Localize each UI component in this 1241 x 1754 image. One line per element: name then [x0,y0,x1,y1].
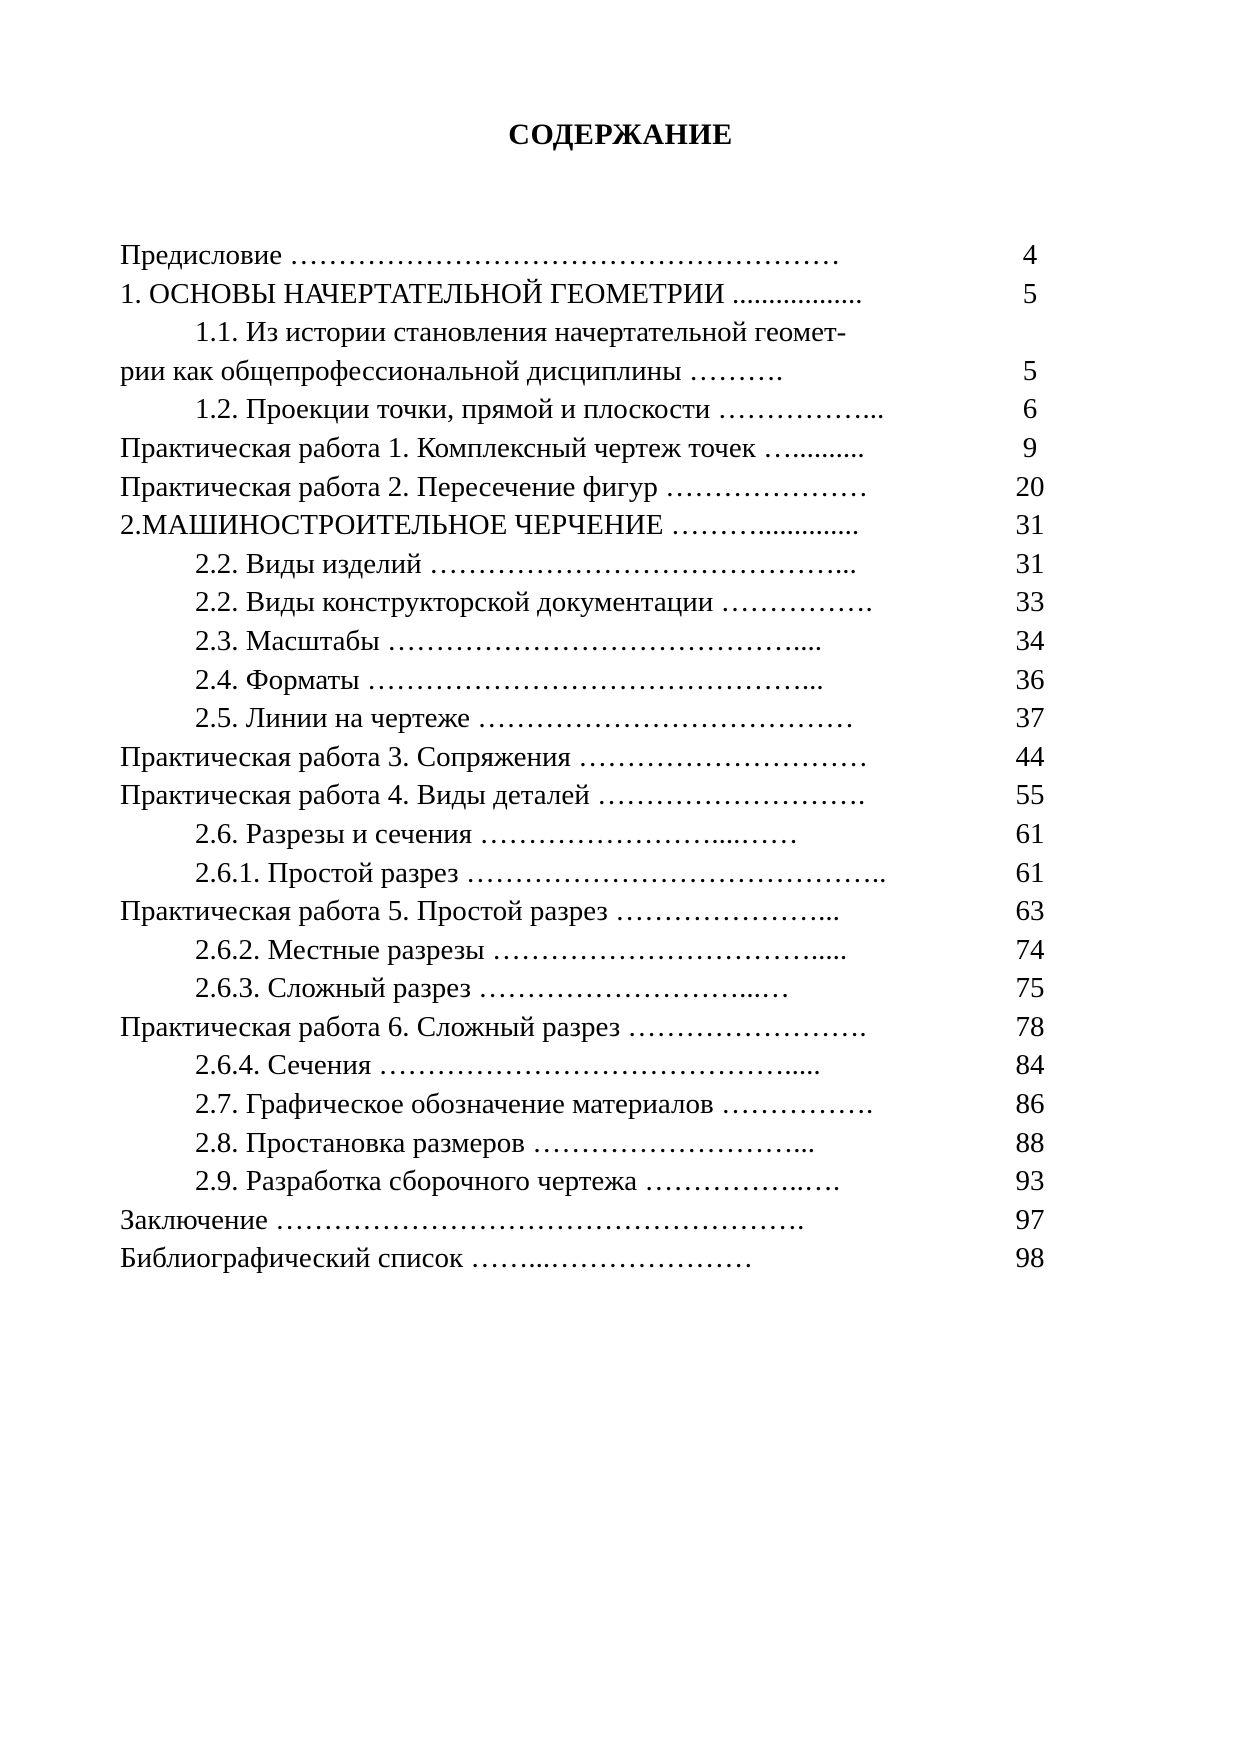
toc-entry-text: 2.2. Виды изделий ……………………………………... [195,547,857,580]
toc-entry-page: 86 [1015,1088,1045,1121]
toc-entry-text: 2.6. Разрезы и сечения ……………………....…… [195,817,799,850]
toc-entry-page: 20 [1015,470,1045,503]
toc-entry [120,622,1060,661]
toc-entry [120,1124,1060,1163]
toc-entry-text: 2.5. Линии на чертеже ………………………………… [195,702,855,735]
toc-entry-text: 1.2. Проекции точки, прямой и плоскости ……………... [195,393,885,426]
toc-entry [120,1201,1060,1240]
toc-entry [120,1162,1060,1201]
toc-entry-text: Практическая работа 2. Пересечение фигур ………………… [120,470,869,503]
table-of-contents [120,236,1060,1278]
toc-entry-text: Практическая работа 5. Простой разрез …………………... [120,895,840,928]
toc-entry-page: 36 [1015,663,1045,696]
toc-entry-text: Практическая работа 1. Комплексный чертеж точек ….......... [120,431,865,464]
toc-entry-page: 93 [1015,1165,1045,1198]
toc-entry [120,583,1060,622]
toc-entry-page: 31 [1015,547,1045,580]
toc-entry-text: 2.МАШИНОСТРОИТЕЛЬНОЕ ЧЕРЧЕНИЕ ……….............. [120,509,860,542]
toc-entry-text: рии как общепрофессиональной дисциплины ………. [120,354,784,387]
toc-entry-page: 33 [1015,586,1045,619]
toc-entry-page: 6 [1022,393,1038,426]
toc-entry [120,1239,1060,1278]
page-title: СОДЕРЖАНИЕ [508,118,733,151]
toc-entry [120,506,1060,545]
toc-entry [120,545,1060,584]
toc-entry [120,815,1060,854]
toc-entry-page: 88 [1015,1126,1045,1159]
toc-entry-text: Предисловие ………………………………………………… [120,239,841,271]
toc-entry-page: 37 [1015,702,1045,735]
toc-entry-page: 97 [1015,1203,1045,1236]
toc-entry [120,313,1060,352]
toc-entry [120,931,1060,970]
toc-entry [120,854,1060,893]
toc-entry-text: Заключение ………………………………………………. [120,1203,805,1236]
toc-entry-text: Практическая работа 4. Виды деталей ………………………. [120,779,866,812]
toc-entry-page: 55 [1015,779,1045,812]
toc-entry [120,892,1060,931]
toc-entry-text: 1.1. Из истории становления начертательной геомет- [195,316,847,349]
toc-entry [120,661,1060,700]
toc-entry [120,1008,1060,1047]
toc-entry-text: 2.4. Форматы ………………………………………... [195,663,824,696]
toc-entry-page: 63 [1015,895,1045,928]
toc-entry-text: 2.6.3. Сложный разрез ………………………...… [195,972,790,1005]
toc-entry-text: Практическая работа 6. Сложный разрез ……………………. [120,1010,867,1043]
toc-entry [120,738,1060,777]
toc-entry-page: 78 [1015,1010,1045,1043]
toc-entry-page: 44 [1015,740,1045,773]
toc-entry-text: 2.2. Виды конструкторской документации ……………. [195,586,873,619]
toc-entry-page: 4 [1022,239,1038,271]
toc-entry [120,275,1060,314]
toc-entry [120,468,1060,507]
toc-entry-text: 2.6.4. Сечения ……………………………………..... [195,1049,821,1082]
toc-entry [120,1085,1060,1124]
toc-entry-page: 34 [1015,624,1045,657]
toc-entry [120,429,1060,468]
toc-entry [120,390,1060,429]
toc-entry-page: 84 [1015,1049,1045,1082]
toc-entry-page: 5 [1022,277,1038,310]
toc-entry-text: Практическая работа 3. Сопряжения ………………………… [120,740,869,773]
toc-entry-text: 2.6.2. Местные разрезы ……………………………..... [195,933,848,966]
toc-entry-text: 2.7. Графическое обозначение материалов ……………. [195,1088,874,1121]
toc-entry-page: 75 [1015,972,1045,1005]
toc-entry [120,776,1060,815]
toc-entry [120,699,1060,738]
toc-entry [120,969,1060,1008]
toc-entry-text: 2.8. Простановка размеров ………………………... [195,1126,816,1159]
toc-entry [120,1046,1060,1085]
toc-entry-page: 5 [1022,354,1038,387]
toc-entry-page: 74 [1015,933,1045,966]
toc-entry-page: 61 [1015,817,1045,850]
toc-entry-text: 2.3. Масштабы …………………………………….... [195,624,822,657]
toc-entry-page: 61 [1015,856,1045,889]
toc-entry-page: 9 [1022,431,1038,464]
toc-entry-text: 2.9. Разработка сборочного чертежа ……………..…. [195,1165,841,1198]
toc-entry [120,236,1060,275]
toc-entry-page: 31 [1015,509,1045,542]
toc-entry-page: 98 [1015,1242,1045,1275]
toc-entry-continuation [120,352,1060,391]
toc-entry-text: 1. ОСНОВЫ НАЧЕРТАТЕЛЬНОЙ ГЕОМЕТРИИ .................. [120,277,863,310]
toc-entry-text: 2.6.1. Простой разрез …………………………………….. [195,856,887,889]
toc-entry-text: Библиографический список ……...………………… [120,1242,754,1275]
